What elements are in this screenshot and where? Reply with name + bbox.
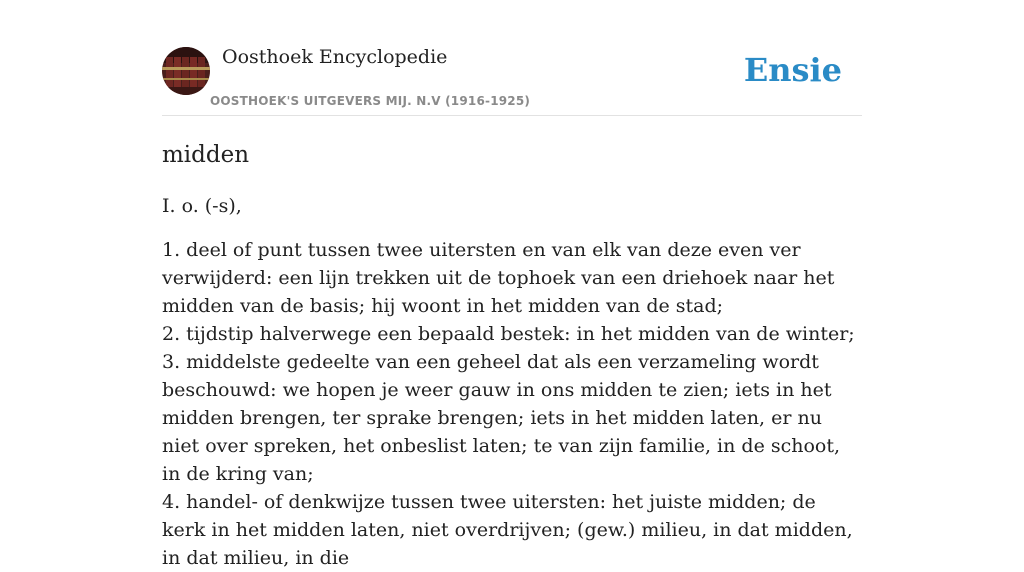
definition-item: 1. deel of punt tussen twee uitersten en van elk van deze even ver verwijderd: een lijn trekken uit de tophoek van een driehoek naar het midden van de basis; hij woont in het midden van de stad; xyxy=(162,239,835,317)
book-cover-avatar[interactable] xyxy=(162,47,210,95)
entry-definitions xyxy=(162,236,862,572)
source-header xyxy=(162,0,862,116)
ensie-logo[interactable]: Ensie xyxy=(743,51,842,89)
definition-item: 2. tijdstip halverwege een bepaald bestek: in het midden van de winter; xyxy=(162,323,855,345)
entry-grammar: I. o. (-s), xyxy=(162,195,242,217)
page xyxy=(162,0,862,572)
entry-headword: midden xyxy=(162,142,250,168)
definition-item: 3. middelste gedeelte van een geheel dat als een verzameling wordt beschouwd: we hopen je weer gauw in ons midden te zien; iets in het midden brengen, ter sprake brengen; iets in het midden laten, er nu niet over spreken, het onbeslist laten; te van zijn familie, in de schoot, in de kring van; xyxy=(162,351,841,485)
source-title[interactable]: Oosthoek Encyclopedie xyxy=(222,46,448,68)
definition-item: 4. handel- of denkwijze tussen twee uitersten: het juiste midden; de kerk in het midden laten, niet overdrijven; (gew.) milieu, in dat midden, in dat milieu, in die xyxy=(162,491,853,569)
source-subtitle: OOSTHOEK'S UITGEVERS MIJ. N.V (1916-1925) xyxy=(210,94,531,108)
